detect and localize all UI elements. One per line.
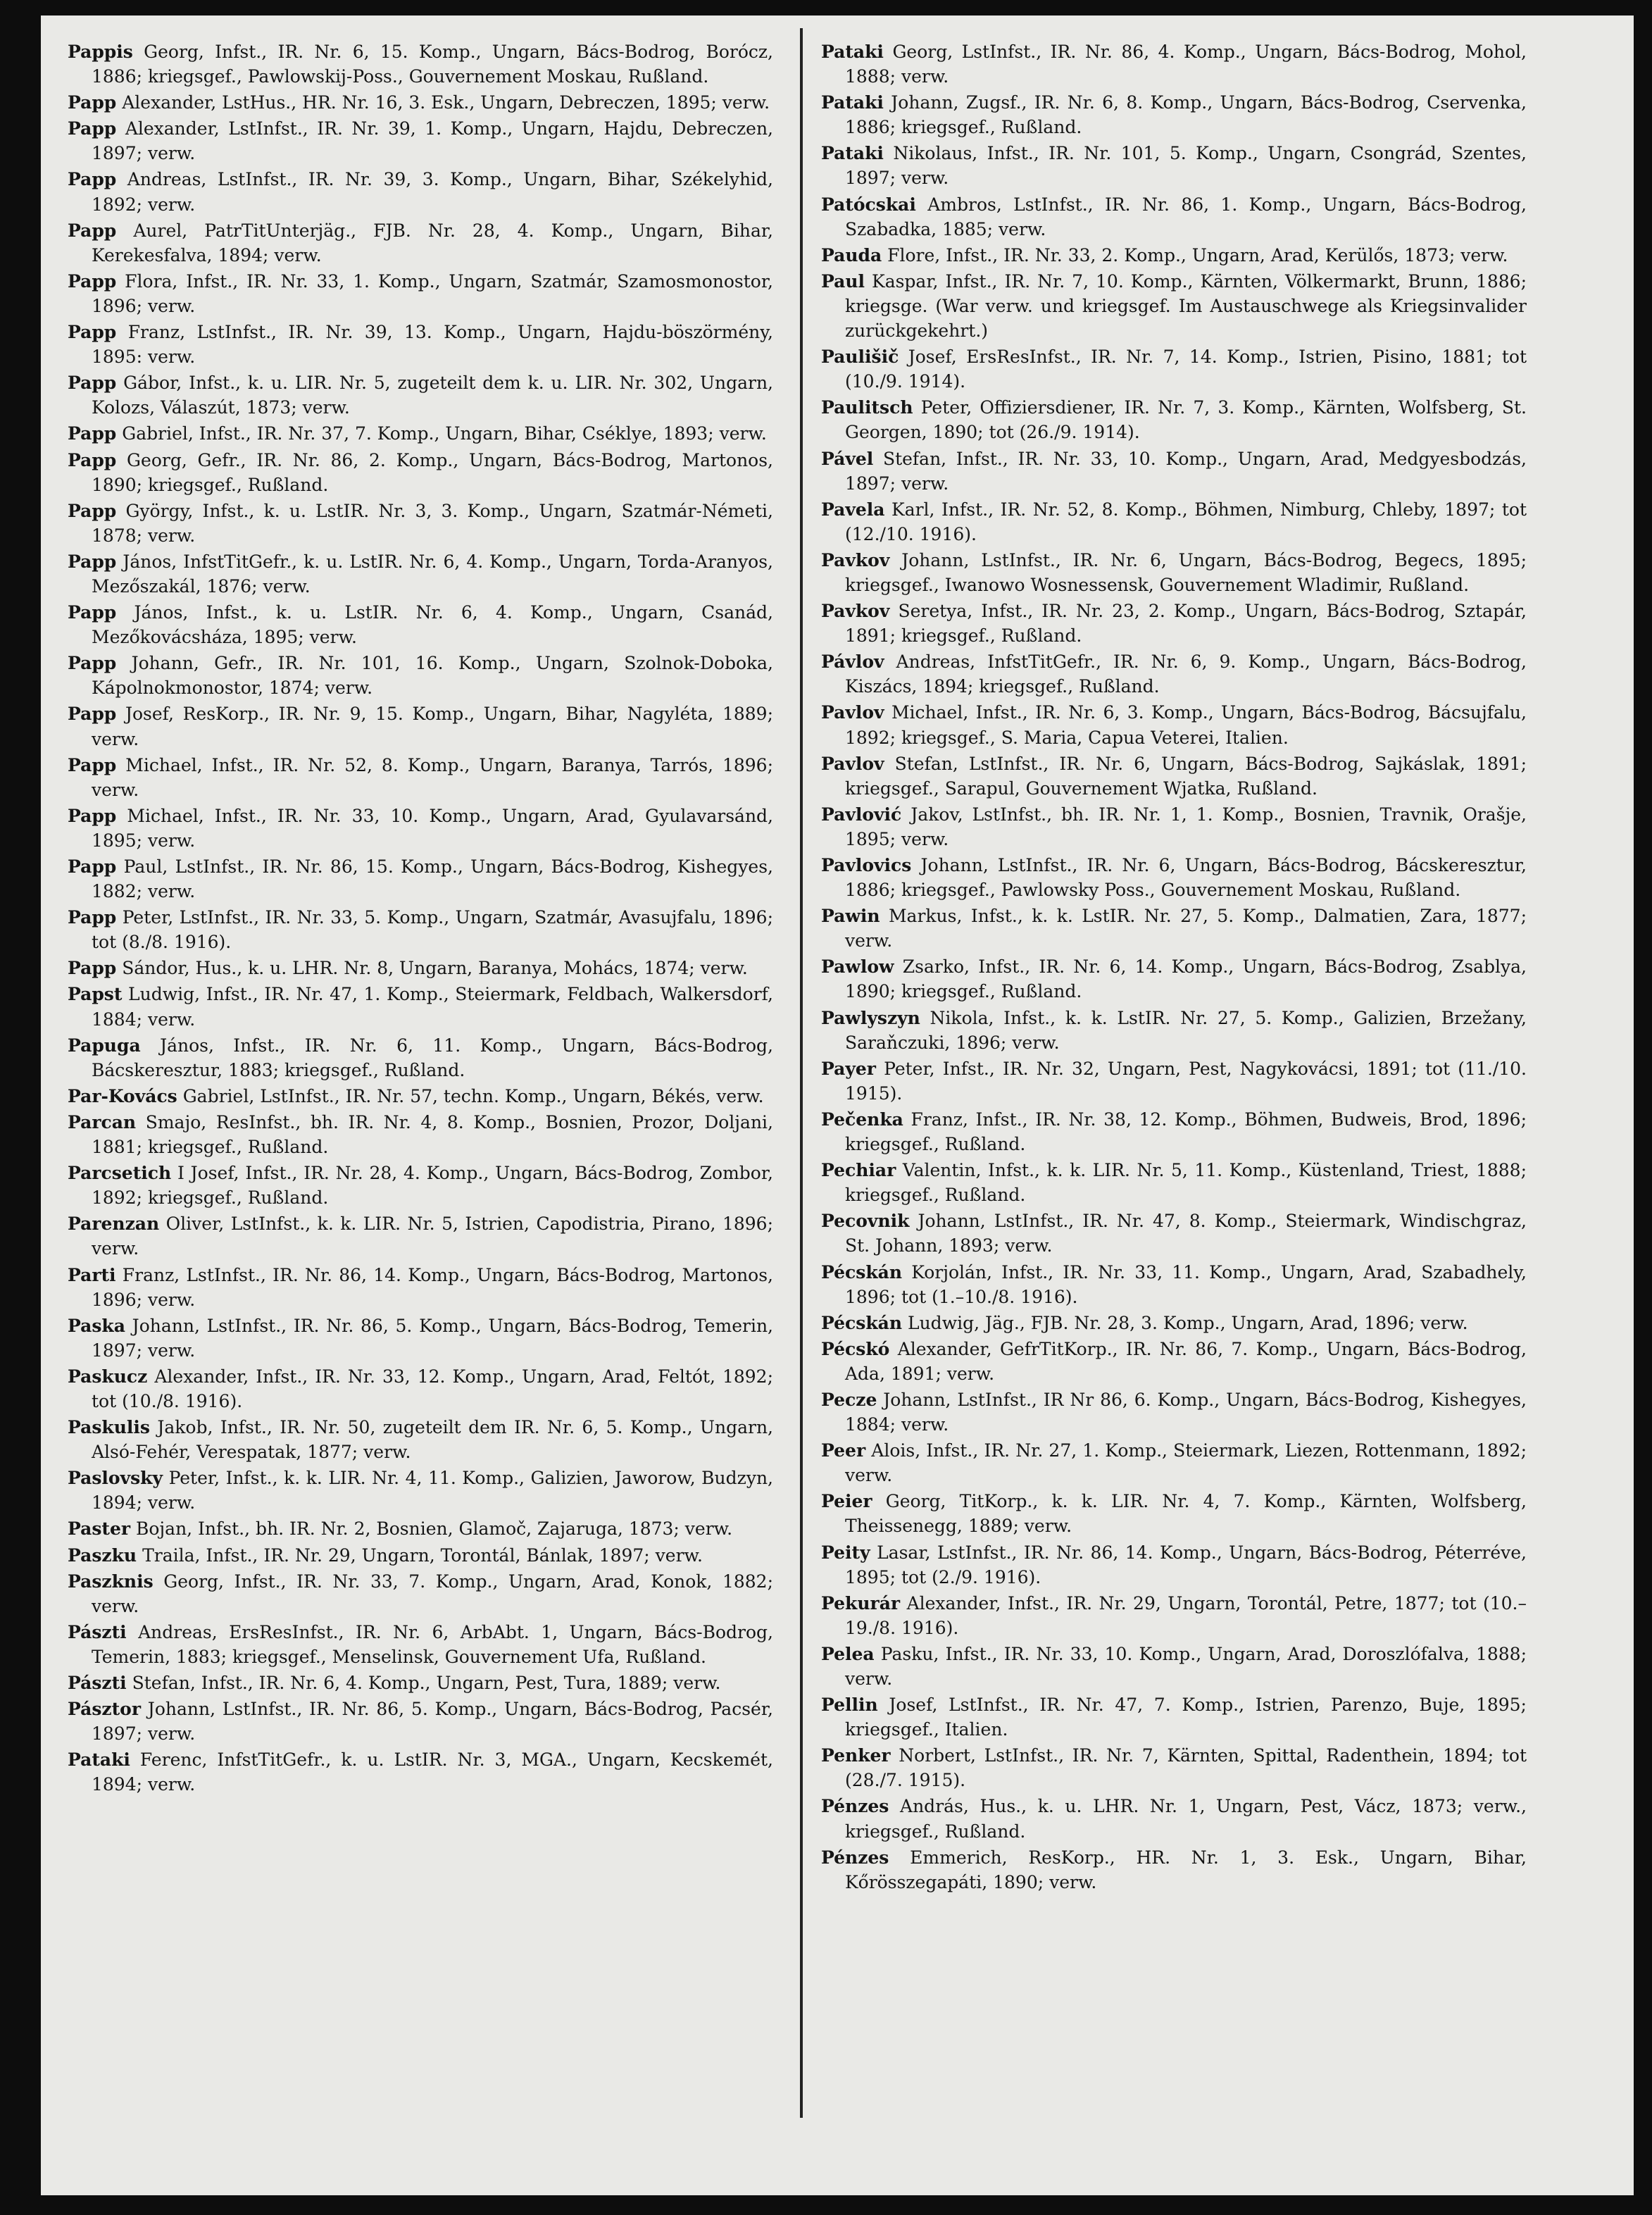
entry-details: Josef, ResKorp., IR. Nr. 9, 15. Komp., Ungarn, Bihar, Nagyléta, 1889; verw. xyxy=(92,704,773,749)
register-entry xyxy=(68,218,773,268)
entry-details: Korjolán, Infst., IR. Nr. 33, 11. Komp., Ungarn, Arad, Szabadhely, 1896; tot (1.–10./8. 1916). xyxy=(845,1261,1527,1307)
entry-surname: Paszku xyxy=(68,1545,137,1566)
register-entry xyxy=(821,548,1527,597)
entry-details: János, Infst., IR. Nr. 6, 11. Komp., Ungarn, Bács-Bodrog, Bácskeresztur, 1883; kriegsgef., Rußland. xyxy=(92,1035,773,1080)
entry-details: Zsarko, Infst., IR. Nr. 6, 14. Komp., Ungarn, Bács-Bodrog, Zsablya, 1890; kriegsgef., Rußland. xyxy=(845,956,1527,1002)
register-entry xyxy=(821,599,1527,648)
entry-surname: Pavlov xyxy=(821,753,884,774)
entry-surname: Pellin xyxy=(821,1695,878,1716)
register-entry xyxy=(68,1543,773,1568)
register-entry xyxy=(821,1006,1527,1055)
entry-surname: Pawlyszyn xyxy=(821,1007,920,1028)
entry-surname: Pavlov xyxy=(821,702,884,723)
entry-details: Alexander, Infst., IR. Nr. 29, Ungarn, Torontál, Petre, 1877; tot (10.–19./8. 1916). xyxy=(845,1592,1527,1638)
register-entry xyxy=(68,1263,773,1312)
register-entry xyxy=(821,1692,1527,1742)
entry-details: Ludwig, Infst., IR. Nr. 47, 1. Komp., Steiermark, Feldbach, Walkersdorf, 1884; verw. xyxy=(92,984,773,1030)
entry-surname: Papp xyxy=(68,373,117,394)
entry-surname: Pataki xyxy=(821,42,884,62)
register-entry xyxy=(68,1620,773,1669)
register-entry xyxy=(821,90,1527,139)
register-entry xyxy=(68,1084,773,1109)
entry-surname: Paul xyxy=(821,270,865,292)
entry-surname: Pavela xyxy=(821,499,885,520)
entry-surname: Parcsetich xyxy=(68,1163,172,1184)
entry-details: Johann, Gefr., IR. Nr. 101, 16. Komp., Ungarn, Szolnok-Doboka, Kápolnokmonostor, 1874; verw. xyxy=(92,653,773,699)
entry-surname: Penker xyxy=(821,1745,891,1766)
entry-details: Alois, Infst., IR. Nr. 27, 1. Komp., Steiermark, Liezen, Rottenmann, 1892; verw. xyxy=(845,1440,1527,1486)
entry-details: Gabriel, Infst., IR. Nr. 37, 7. Komp., Ungarn, Bihar, Cséklye, 1893; verw. xyxy=(122,423,767,444)
entry-details: Michael, Infst., IR. Nr. 33, 10. Komp., Ungarn, Arad, Gyulavarsánd, 1895; verw. xyxy=(92,805,773,851)
entry-surname: Papuga xyxy=(68,1035,141,1056)
register-entry xyxy=(68,1364,773,1414)
entry-details: Johann, LstInfst., IR. Nr. 6, Ungarn, Bács-Bodrog, Bácskeresztur, 1886; kriegsgef., Pawlowsky Poss., Gouvernement Moskau, Rußland. xyxy=(845,855,1527,901)
entry-surname: Papp xyxy=(68,169,117,190)
entry-details: Norbert, LstInfst., IR. Nr. 7, Kärnten, Spittal, Radenthein, 1894; tot (28./7. 1915). xyxy=(845,1745,1527,1791)
entry-surname: Pászti xyxy=(68,1621,127,1642)
register-entry xyxy=(68,499,773,548)
entry-details: János, Infst., k. u. LstIR. Nr. 6, 4. Komp., Ungarn, Csanád, Mezőkovácsháza, 1895; verw. xyxy=(92,602,773,648)
register-entry xyxy=(68,1466,773,1515)
entry-surname: Pecze xyxy=(821,1389,877,1410)
register-entry xyxy=(68,701,773,751)
register-entry xyxy=(68,1211,773,1261)
register-entry xyxy=(68,651,773,700)
entry-details: Michael, Infst., IR. Nr. 6, 3. Komp., Ungarn, Bács-Bodrog, Bácsujfalu, 1892; kriegsgef., S. Maria, Capua Veterei, Italien. xyxy=(845,702,1527,748)
register-entry xyxy=(821,1337,1527,1386)
entry-details: Stefan, Infst., IR. Nr. 33, 10. Komp., Ungarn, Arad, Medgyesbodzás, 1897; verw. xyxy=(845,448,1527,494)
register-entry xyxy=(821,751,1527,801)
register-entry xyxy=(68,269,773,318)
entry-details: Peter, Infst., IR. Nr. 32, Ungarn, Pest, Nagykovácsi, 1891; tot (11./10. 1915). xyxy=(845,1058,1527,1104)
register-entry xyxy=(68,116,773,166)
register-entry xyxy=(68,1671,773,1695)
entry-details: Franz, Infst., IR. Nr. 38, 12. Komp., Böhmen, Budweis, Brod, 1896; kriegsgef., Rußland. xyxy=(845,1109,1527,1155)
register-entry xyxy=(821,1642,1527,1691)
entry-surname: Paulišič xyxy=(821,347,899,368)
register-entry xyxy=(821,853,1527,902)
entry-surname: Pechiar xyxy=(821,1160,896,1181)
entry-surname: Paulitsch xyxy=(821,397,913,418)
register-entry xyxy=(68,804,773,853)
register-entry xyxy=(68,982,773,1031)
entry-details: Josef, LstInfst., IR. Nr. 47, 7. Komp., Istrien, Parenzo, Buje, 1895; kriegsgef., Italien. xyxy=(845,1695,1527,1740)
register-entry xyxy=(68,1697,773,1746)
register-entry xyxy=(821,1591,1527,1640)
entry-details: Alexander, LstInfst., IR. Nr. 39, 1. Komp., Ungarn, Hajdu, Debreczen, 1897; verw. xyxy=(92,118,774,164)
entry-surname: Parti xyxy=(68,1264,116,1285)
entry-surname: Paskulis xyxy=(68,1417,150,1438)
entry-details: Alexander, GefrTitKorp., IR. Nr. 86, 7. Komp., Ungarn, Bács-Bodrog, Ada, 1891; verw. xyxy=(845,1338,1527,1384)
register-entry xyxy=(821,1743,1527,1792)
entry-details: Alexander, Infst., IR. Nr. 33, 12. Komp., Ungarn, Arad, Feltót, 1892; tot (10./8. 1916). xyxy=(92,1366,773,1411)
entry-surname: Paszknis xyxy=(68,1571,154,1592)
register-entry xyxy=(68,1110,773,1159)
register-entry xyxy=(821,1260,1527,1309)
entry-surname: Patócskai xyxy=(821,194,916,215)
entry-details: Gabriel, LstInfst., IR. Nr. 57, techn. Komp., Ungarn, Békés, verw. xyxy=(182,1085,764,1106)
entry-details: Emmerich, ResKorp., HR. Nr. 1, 3. Esk., Ungarn, Bihar, Kőrösszegapáti, 1890; verw. xyxy=(845,1847,1527,1892)
register-entry xyxy=(821,192,1527,242)
entry-details: Stefan, Infst., IR. Nr. 6, 4. Komp., Ungarn, Pest, Tura, 1889; verw. xyxy=(132,1673,721,1693)
entry-details: Flora, Infst., IR. Nr. 33, 1. Komp., Ungarn, Szatmár, Szamosmonostor, 1896; verw. xyxy=(92,270,773,316)
entry-surname: Pecovnik xyxy=(821,1211,910,1232)
entry-details: Andreas, LstInfst., IR. Nr. 39, 3. Komp., Ungarn, Bihar, Székelyhid, 1892; verw. xyxy=(92,169,773,215)
register-entry xyxy=(68,39,773,89)
entry-surname: Paster xyxy=(68,1518,131,1540)
entry-details: Peter, Offiziersdiener, IR. Nr. 7, 3. Komp., Kärnten, Wolfsberg, St. Georgen, 1890; tot (26./9. 1914). xyxy=(845,397,1527,443)
entry-surname: Papp xyxy=(68,500,117,521)
entry-surname: Papp xyxy=(68,754,117,775)
entry-surname: Pénzes xyxy=(821,1847,889,1868)
entry-surname: Papp xyxy=(68,907,117,928)
entry-details: Andreas, InfstTitGefr., IR. Nr. 6, 9. Komp., Ungarn, Bács-Bodrog, Kiszács, 1894; kriegsgef., Rußland. xyxy=(845,651,1527,697)
entry-details: Ferenc, InfstTitGefr., k. u. LstIR. Nr. 3, MGA., Ungarn, Kecskemét, 1894; verw. xyxy=(92,1749,773,1795)
entry-details: Ludwig, Jäg., FJB. Nr. 28, 3. Komp., Ungarn, Arad, 1896; verw. xyxy=(907,1312,1468,1333)
entry-details: I Josef, Infst., IR. Nr. 28, 4. Komp., Ungarn, Bács-Bodrog, Zombor, 1892; kriegsgef., Rußland. xyxy=(92,1163,773,1209)
register-entry xyxy=(821,1311,1527,1335)
entry-details: Oliver, LstInfst., k. k. LIR. Nr. 5, Istrien, Capodistria, Pirano, 1896; verw. xyxy=(92,1213,774,1259)
register-entry xyxy=(68,370,773,420)
entry-details: Seretya, Infst., IR. Nr. 23, 2. Komp., Ungarn, Bács-Bodrog, Sztapár, 1891; kriegsgef., Rußland. xyxy=(845,601,1527,647)
entry-surname: Pécskán xyxy=(821,1261,903,1283)
entry-details: Aurel, PatrTitUnterjäg., FJB. Nr. 28, 4. Komp., Ungarn, Bihar, Kerekesfalva, 1894; verw. xyxy=(92,220,773,266)
entry-details: Georg, Gefr., IR. Nr. 86, 2. Komp., Ungarn, Bács-Bodrog, Martonos, 1890; kriegsgef., Rußland. xyxy=(92,449,773,495)
entry-details: Johann, Zugsf., IR. Nr. 6, 8. Komp., Ungarn, Bács-Bodrog, Cservenka, 1886; kriegsgef., Rußland. xyxy=(845,92,1527,138)
entry-surname: Papp xyxy=(68,270,117,292)
entry-surname: Pataki xyxy=(68,1749,130,1771)
entry-surname: Pavkov xyxy=(821,549,890,570)
register-entry xyxy=(68,90,773,115)
register-entry xyxy=(68,1415,773,1464)
entry-surname: Parenzan xyxy=(68,1213,160,1235)
entry-surname: Pekurár xyxy=(821,1592,901,1614)
entry-details: Peter, Infst., k. k. LIR. Nr. 4, 11. Komp., Galizien, Jaworow, Budzyn, 1894; verw. xyxy=(92,1468,773,1514)
register-entry xyxy=(68,1161,773,1210)
register-entry xyxy=(821,649,1527,699)
entry-surname: Pauda xyxy=(821,244,882,266)
entry-surname: Pawlow xyxy=(821,956,894,978)
entry-details: Sándor, Hus., k. u. LHR. Nr. 8, Ungarn, Baranya, Mohács, 1874; verw. xyxy=(122,958,748,979)
right-column xyxy=(821,39,1527,1896)
register-entry xyxy=(821,269,1527,343)
entry-surname: Papp xyxy=(68,805,117,826)
register-entry xyxy=(821,39,1527,89)
register-entry xyxy=(821,1209,1527,1258)
entry-details: Gábor, Infst., k. u. LIR. Nr. 5, zugeteilt dem k. u. LIR. Nr. 302, Ungarn, Kolozs, Válaszút, 1873; verw. xyxy=(92,373,774,418)
entry-details: Smajo, ResInfst., bh. IR. Nr. 4, 8. Komp., Bosnien, Prozor, Doljani, 1881; kriegsgef., Rußland. xyxy=(92,1111,773,1158)
register-entry xyxy=(68,320,773,369)
entry-details: Nikola, Infst., k. k. LstIR. Nr. 27, 5. Komp., Galizien, Brzežany, Saraňczuki, 1896; verw. xyxy=(845,1007,1527,1053)
entry-surname: Pečenka xyxy=(821,1109,903,1130)
entry-surname: Payer xyxy=(821,1058,876,1079)
entry-surname: Papp xyxy=(68,551,117,572)
register-entry xyxy=(68,600,773,649)
entry-surname: Peier xyxy=(821,1491,872,1512)
register-entry xyxy=(68,1516,773,1541)
entry-surname: Papp xyxy=(68,220,117,241)
entry-details: Georg, Infst., IR. Nr. 6, 15. Komp., Ungarn, Bács-Bodrog, Borócz, 1886; kriegsgef., Pawlowskij-Poss., Gouvernement Moskau, Rußland. xyxy=(92,42,773,87)
register-entry xyxy=(821,497,1527,547)
entry-surname: Papp xyxy=(68,602,117,623)
entry-details: Michael, Infst., IR. Nr. 52, 8. Komp., Ungarn, Baranya, Tarrós, 1896; verw. xyxy=(92,754,773,800)
entry-details: Josef, ErsResInfst., IR. Nr. 7, 14. Komp., Istrien, Pisino, 1881; tot (10./9. 1914). xyxy=(845,347,1527,392)
entry-details: Flore, Infst., IR. Nr. 33, 2. Komp., Ungarn, Arad, Kerülős, 1873; verw. xyxy=(887,244,1508,266)
entry-details: András, Hus., k. u. LHR. Nr. 1, Ungarn, Pest, Vácz, 1873; verw., kriegsgef., Rußland. xyxy=(845,1796,1527,1842)
register-entry xyxy=(821,1158,1527,1207)
entry-surname: Peity xyxy=(821,1542,870,1563)
register-entry xyxy=(68,1033,773,1082)
register-entry xyxy=(821,1438,1527,1487)
entry-details: Paul, LstInfst., IR. Nr. 86, 15. Komp., Ungarn, Bács-Bodrog, Kishegyes, 1882; verw. xyxy=(92,856,773,902)
entry-surname: Pénzes xyxy=(821,1796,889,1817)
register-entry xyxy=(68,854,773,904)
entry-details: György, Infst., k. u. LstIR. Nr. 3, 3. Komp., Ungarn, Szatmár-Németi, 1878; verw. xyxy=(92,500,773,546)
entry-details: Jakov, LstInfst., bh. IR. Nr. 1, 1. Komp., Bosnien, Travnik, Orašje, 1895; verw. xyxy=(845,804,1527,849)
entry-details: Johann, LstInfst., IR. Nr. 86, 5. Komp., Ungarn, Bács-Bodrog, Temerin, 1897; verw. xyxy=(92,1315,774,1361)
entry-surname: Pászti xyxy=(68,1673,127,1693)
entry-surname: Pásztor xyxy=(68,1699,141,1720)
entry-surname: Pécskán xyxy=(821,1312,903,1333)
register-entry xyxy=(821,1794,1527,1843)
register-entry xyxy=(821,1489,1527,1538)
register-entry xyxy=(68,448,773,497)
register-entry xyxy=(821,904,1527,953)
entry-details: Andreas, ErsResInfst., IR. Nr. 6, ArbAbt. 1, Ungarn, Bács-Bodrog, Temerin, 1883; kriegsgef., Menselinsk, Gouvernement Ufa, Rußland. xyxy=(92,1621,773,1667)
entry-details: Johann, LstInfst., IR. Nr. 47, 8. Komp., Steiermark, Windischgraz, St. Johann, 1893; verw. xyxy=(845,1211,1527,1256)
entry-details: Johann, LstInfst., IR. Nr. 6, Ungarn, Bács-Bodrog, Begecs, 1895; kriegsgef., Iwanowo Wosnessensk, Gouvernement Wladimir, Rußland. xyxy=(845,549,1527,595)
entry-surname: Pavlovics xyxy=(821,855,912,875)
entry-surname: Pelea xyxy=(821,1643,875,1664)
entry-surname: Papp xyxy=(68,704,117,725)
entry-details: Markus, Infst., k. k. LstIR. Nr. 27, 5. Komp., Dalmatien, Zara, 1877; verw. xyxy=(845,906,1527,951)
register-entry xyxy=(68,167,773,216)
entry-surname: Paska xyxy=(68,1315,125,1336)
entry-details: Valentin, Infst., k. k. LIR. Nr. 5, 11. Komp., Küstenland, Triest, 1888; kriegsgef., Rußland. xyxy=(845,1160,1527,1206)
entry-surname: Pavlović xyxy=(821,804,902,825)
register-entry xyxy=(821,243,1527,268)
register-entry xyxy=(68,753,773,802)
register-entry xyxy=(821,1107,1527,1156)
entry-details: Kaspar, Infst., IR. Nr. 7, 10. Komp., Kärnten, Völkermarkt, Brunn, 1886; kriegsge. (War verw. und kriegsgef. Im Austauschwege als Kriegsinvalider zurückgekehrt.) xyxy=(845,270,1527,342)
left-column xyxy=(68,39,773,1798)
entry-details: Pasku, Infst., IR. Nr. 33, 10. Komp., Ungarn, Arad, Doroszlófalva, 1888; verw. xyxy=(845,1643,1527,1689)
entry-surname: Pappis xyxy=(68,42,133,62)
entry-surname: Papp xyxy=(68,856,117,877)
register-entry xyxy=(821,954,1527,1004)
entry-surname: Papp xyxy=(68,653,117,674)
entry-surname: Papp xyxy=(68,423,117,444)
register-entry xyxy=(68,1747,773,1797)
entry-surname: Pécskó xyxy=(821,1338,890,1359)
register-entry xyxy=(821,1540,1527,1590)
register-entry xyxy=(821,141,1527,190)
entry-details: Jakob, Infst., IR. Nr. 50, zugeteilt dem IR. Nr. 6, 5. Komp., Ungarn, Alsó-Fehér, Verespatak, 1877; verw. xyxy=(92,1417,774,1463)
entry-details: Nikolaus, Infst., IR. Nr. 101, 5. Komp., Ungarn, Csongrád, Szentes, 1897; verw. xyxy=(845,143,1527,189)
entry-details: Peter, LstInfst., IR. Nr. 33, 5. Komp., Ungarn, Szatmár, Avasujfalu, 1896; tot (8./8. 1916). xyxy=(92,907,773,953)
entry-surname: Pávlov xyxy=(821,651,884,673)
entry-surname: Papp xyxy=(68,958,117,979)
register-entry xyxy=(821,1845,1527,1895)
entry-details: Georg, Infst., IR. Nr. 33, 7. Komp., Ungarn, Arad, Konok, 1882; verw. xyxy=(92,1571,774,1616)
entry-surname: Papp xyxy=(68,92,117,113)
entry-details: Georg, TitKorp., k. k. LIR. Nr. 4, 7. Komp., Kärnten, Wolfsberg, Theissenegg, 1889; verw. xyxy=(845,1491,1527,1537)
register-entry xyxy=(821,1056,1527,1106)
entry-surname: Pataki xyxy=(821,92,884,113)
register-entry xyxy=(821,700,1527,749)
entry-surname: Papst xyxy=(68,984,123,1005)
page xyxy=(41,15,1634,2195)
entry-details: Bojan, Infst., bh. IR. Nr. 2, Bosnien, Glamoč, Zajaruga, 1873; verw. xyxy=(135,1518,733,1540)
entry-details: Ambros, LstInfst., IR. Nr. 86, 1. Komp., Ungarn, Bács-Bodrog, Szabadka, 1885; verw. xyxy=(845,194,1527,239)
entry-details: Georg, LstInfst., IR. Nr. 86, 4. Komp., Ungarn, Bács-Bodrog, Mohol, 1888; verw. xyxy=(845,42,1527,87)
entry-details: Johann, LstInfst., IR. Nr. 86, 5. Komp., Ungarn, Bács-Bodrog, Pacsér, 1897; verw. xyxy=(92,1699,773,1745)
entry-surname: Papp xyxy=(68,449,117,470)
register-entry xyxy=(68,549,773,599)
entry-surname: Pawin xyxy=(821,906,880,927)
register-entry xyxy=(68,905,773,954)
entry-surname: Pataki xyxy=(821,143,884,164)
entry-surname: Pavkov xyxy=(821,601,890,622)
register-entry xyxy=(68,421,773,446)
entry-details: Traila, Infst., IR. Nr. 29, Ungarn, Torontál, Bánlak, 1897; verw. xyxy=(142,1545,703,1566)
register-entry xyxy=(821,447,1527,496)
register-entry xyxy=(68,956,773,980)
entry-surname: Parcan xyxy=(68,1111,137,1133)
register-entry xyxy=(68,1314,773,1363)
register-entry xyxy=(821,395,1527,444)
entry-details: Stefan, LstInfst., IR. Nr. 6, Ungarn, Bács-Bodrog, Sajkáslak, 1891; kriegsgef., Sarapul, Gouvernement Wjatka, Rußland. xyxy=(845,753,1527,799)
entry-details: Karl, Infst., IR. Nr. 52, 8. Komp., Böhmen, Nimburg, Chleby, 1897; tot (12./10. 1916). xyxy=(845,499,1527,544)
entry-details: Franz, LstInfst., IR. Nr. 39, 13. Komp., Ungarn, Hajdu-böszörmény, 1895: verw. xyxy=(92,322,773,368)
register-entry xyxy=(68,1569,773,1618)
entry-details: Lasar, LstInfst., IR. Nr. 86, 14. Komp., Ungarn, Bács-Bodrog, Péterréve, 1895; tot (2./9. 1916). xyxy=(845,1542,1527,1587)
register-entry xyxy=(821,1387,1527,1437)
register-entry xyxy=(821,344,1527,394)
entry-surname: Par-Kovács xyxy=(68,1085,177,1106)
entry-details: Franz, LstInfst., IR. Nr. 86, 14. Komp., Ungarn, Bács-Bodrog, Martonos, 1896; verw. xyxy=(92,1264,773,1310)
entry-details: Alexander, LstHus., HR. Nr. 16, 3. Esk., Ungarn, Debreczen, 1895; verw. xyxy=(122,92,770,113)
entry-surname: Peer xyxy=(821,1440,866,1461)
entry-surname: Paslovsky xyxy=(68,1468,163,1489)
entry-surname: Pável xyxy=(821,448,874,469)
entry-details: János, InfstTitGefr., k. u. LstIR. Nr. 6, 4. Komp., Ungarn, Torda-Aranyos, Mezőszakál, 1876; verw. xyxy=(92,551,773,597)
register-entry xyxy=(821,802,1527,851)
entry-surname: Papp xyxy=(68,322,117,343)
entry-surname: Papp xyxy=(68,118,117,139)
column-divider xyxy=(800,28,803,2118)
entry-surname: Paskucz xyxy=(68,1366,148,1387)
entry-details: Johann, LstInfst., IR Nr 86, 6. Komp., Ungarn, Bács-Bodrog, Kishegyes, 1884; verw. xyxy=(845,1389,1527,1435)
